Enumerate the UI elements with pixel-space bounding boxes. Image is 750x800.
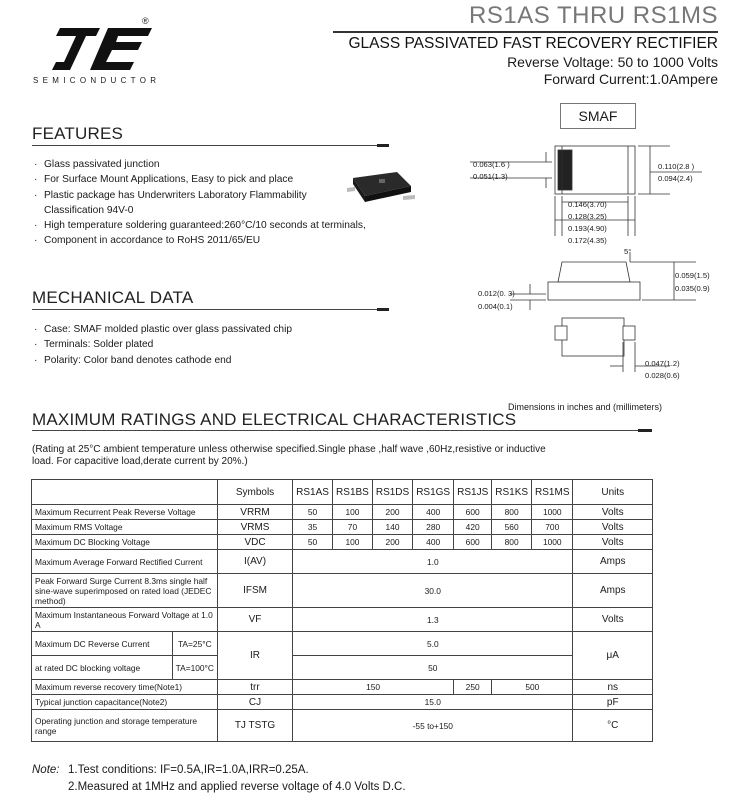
dim-height-max: 0.059(1.5) — [675, 271, 710, 280]
unit-tj: °C — [573, 710, 653, 742]
note-1: 1.Test conditions: IF=0.5A,IR=1.0A,IRR=0.25A. — [68, 764, 309, 776]
registered-mark: ® — [142, 16, 149, 26]
header-part: RS1BS — [333, 480, 373, 505]
unit-vrrm: Volts — [573, 505, 653, 520]
value-cell: 100 — [333, 535, 373, 550]
unit-cj: pF — [573, 695, 653, 710]
ratings-heading: MAXIMUM RATINGS AND ELECTRICAL CHARACTERISTICS — [32, 410, 517, 429]
dim-body-length-max: 0.146(3.70) — [568, 200, 607, 209]
value-cell: 800 — [492, 505, 532, 520]
product-description: GLASS PASSIVATED FAST RECOVERY RECTIFIER — [348, 35, 718, 52]
header-blank — [32, 480, 218, 505]
table-header-row — [32, 480, 653, 505]
value-cell: 1.3 — [293, 608, 573, 632]
dim-lead-length-min: 0.028(0.6) — [645, 371, 680, 380]
dim-body-length-min: 0.128(3.25) — [568, 212, 607, 221]
param-ifsm: Peak Forward Surge Current 8.3ms single half sine-wave superimposed on rated load (JEDEC method) — [32, 574, 218, 608]
header-part: RS1AS — [293, 480, 333, 505]
document-title: RS1AS THRU RS1MS — [469, 2, 718, 29]
param-cj: Typical junction capacitance(Note2) — [32, 695, 218, 710]
dim-height-min: 0.035(0.9) — [675, 284, 710, 293]
value-cell: 600 — [454, 535, 492, 550]
value-cell: 560 — [492, 520, 532, 535]
value-cell: 200 — [372, 505, 412, 520]
symbol-vrms: VRMS — [217, 520, 292, 535]
param-ir-condition: at rated DC blocking voltage — [32, 656, 173, 680]
value-cell: 5.0 — [293, 632, 573, 656]
rating-condition-line: load. For capacitive load,derate current by 20%.) — [32, 456, 248, 467]
dim-band-width-min: 0.051(1.3) — [473, 172, 508, 181]
value-cell: 70 — [333, 520, 373, 535]
dim-total-length-max: 0.193(4.90) — [568, 224, 607, 233]
unit-ifsm: Amps — [573, 574, 653, 608]
feature-item-continuation: Classification 94V-0 — [44, 204, 134, 216]
dim-lead-thickness-min: 0.004(0.1) — [478, 302, 513, 311]
header-part: RS1MS — [532, 480, 573, 505]
value-cell: 15.0 — [293, 695, 573, 710]
symbol-cj: CJ — [217, 695, 292, 710]
value-cell: 600 — [454, 505, 492, 520]
dim-lead-thickness-max: 0.012(0. 3) — [478, 289, 515, 298]
param-trr: Maximum reverse recovery time(Note1) — [32, 680, 218, 695]
header-part: RS1JS — [454, 480, 492, 505]
condition-cell: TA=100°C — [172, 656, 217, 680]
brand-tagline: SEMICONDUCTOR — [33, 76, 161, 85]
table-row — [32, 656, 653, 680]
feature-item: · High temperature soldering guaranteed:260°C/10 seconds at terminals, — [32, 218, 402, 233]
company-logo — [42, 18, 162, 74]
value-cell: 30.0 — [293, 574, 573, 608]
feature-item: · For Surface Mount Applications, Easy to pick and place — [32, 172, 402, 187]
note-2: 2.Measured at 1MHz and applied reverse voltage of 4.0 Volts D.C. — [68, 781, 406, 793]
param-ir: Maximum DC Reverse Current — [32, 632, 173, 656]
dim-body-width-min: 0.094(2.4) — [658, 174, 693, 183]
value-cell: 150 — [293, 680, 454, 695]
symbol-vrrm: VRRM — [217, 505, 292, 520]
package-label: SMAF — [560, 103, 636, 129]
table-row — [32, 505, 653, 520]
mechanical-item: · Polarity: Color band denotes cathode end — [32, 353, 402, 368]
table-row — [32, 535, 653, 550]
value-cell: 140 — [372, 520, 412, 535]
value-cell: 250 — [454, 680, 492, 695]
features-heading: FEATURES — [32, 124, 124, 143]
value-cell: 100 — [333, 505, 373, 520]
value-cell: 400 — [413, 535, 454, 550]
symbol-ifsm: IFSM — [217, 574, 292, 608]
symbol-ir: IR — [217, 632, 292, 680]
features-rule — [32, 145, 387, 146]
mechanical-heading: MECHANICAL DATA — [32, 288, 194, 307]
feature-item: · Component in accordance to RoHS 2011/65/EU — [32, 233, 402, 248]
param-vrrm: Maximum Recurrent Peak Reverse Voltage — [32, 505, 218, 520]
header-part: RS1GS — [413, 480, 454, 505]
value-cell: 50 — [293, 535, 333, 550]
unit-vf: Volts — [573, 608, 653, 632]
symbol-vf: VF — [217, 608, 292, 632]
header-rule — [333, 31, 718, 33]
param-tj: Operating junction and storage temperature range — [32, 710, 218, 742]
ratings-rule-cap — [638, 429, 652, 432]
symbol-iav: I(AV) — [217, 550, 292, 574]
unit-trr: ns — [573, 680, 653, 695]
dim-lead-length-max: 0.047(1.2) — [645, 359, 680, 368]
dim-band-width-max: 0.063(1.6 ) — [473, 160, 510, 169]
dim-draft-angle: 5° — [624, 247, 632, 256]
value-cell: 280 — [413, 520, 454, 535]
mechanical-rule — [32, 309, 387, 310]
dim-total-length-min: 0.172(4.35) — [568, 236, 607, 245]
value-cell: 1.0 — [293, 550, 573, 574]
dim-body-width-max: 0.110(2.8 ) — [658, 162, 695, 171]
ratings-table — [31, 479, 653, 742]
param-vf: Maximum Instantaneous Forward Voltage at 1.0 A — [32, 608, 218, 632]
table-row — [32, 695, 653, 710]
value-cell: 35 — [293, 520, 333, 535]
value-cell: 800 — [492, 535, 532, 550]
value-cell: 700 — [532, 520, 573, 535]
feature-item: · Glass passivated junction — [32, 157, 402, 172]
header-units: Units — [573, 480, 653, 505]
value-cell: 400 — [413, 505, 454, 520]
table-row — [32, 608, 653, 632]
table-row — [32, 574, 653, 608]
rating-condition-line: (Rating at 25°C ambient temperature unless otherwise specified.Single phase ,half wave ,60Hz,resistive or inductive — [32, 444, 546, 455]
table-row — [32, 632, 653, 656]
symbol-trr: trr — [217, 680, 292, 695]
condition-cell: TA=25°C — [172, 632, 217, 656]
mechanical-item: · Case: SMAF molded plastic over glass passivated chip — [32, 322, 402, 337]
unit-iav: Amps — [573, 550, 653, 574]
header-part: RS1DS — [372, 480, 412, 505]
notes-label: Note: — [32, 764, 60, 776]
mechanical-rule-cap — [377, 308, 389, 311]
mechanical-list — [32, 322, 402, 368]
value-cell: 420 — [454, 520, 492, 535]
value-cell: 50 — [293, 656, 573, 680]
param-vdc: Maximum DC Blocking Voltage — [32, 535, 218, 550]
table-row — [32, 550, 653, 574]
dimensions-note: Dimensions in inches and (millimeters) — [508, 402, 663, 412]
symbol-tj: TJ TSTG — [217, 710, 292, 742]
value-cell: 1000 — [532, 535, 573, 550]
mechanical-item: · Terminals: Solder plated — [32, 337, 402, 352]
unit-vdc: Volts — [573, 535, 653, 550]
rating-conditions — [32, 444, 546, 468]
features-rule-cap — [377, 144, 389, 147]
reverse-voltage-spec: Reverse Voltage: 50 to 1000 Volts — [507, 54, 718, 70]
header-symbols: Symbols — [217, 480, 292, 505]
value-cell: -55 to+150 — [293, 710, 573, 742]
value-cell: 500 — [492, 680, 573, 695]
param-vrms: Maximum RMS Voltage — [32, 520, 218, 535]
component-image — [345, 168, 417, 208]
table-row — [32, 680, 653, 695]
symbol-vdc: VDC — [217, 535, 292, 550]
table-row — [32, 520, 653, 535]
table-row — [32, 710, 653, 742]
value-cell: 1000 — [532, 505, 573, 520]
header-part: RS1KS — [492, 480, 532, 505]
unit-vrms: Volts — [573, 520, 653, 535]
unit-ir: μA — [573, 632, 653, 680]
value-cell: 50 — [293, 505, 333, 520]
ratings-rule — [32, 430, 650, 431]
param-iav: Maximum Average Forward Rectified Current — [32, 550, 218, 574]
value-cell: 200 — [372, 535, 412, 550]
forward-current-spec: Forward Current:1.0Ampere — [543, 71, 718, 87]
feature-item: · Plastic package has Underwriters Laboratory Flammability — [32, 188, 402, 203]
